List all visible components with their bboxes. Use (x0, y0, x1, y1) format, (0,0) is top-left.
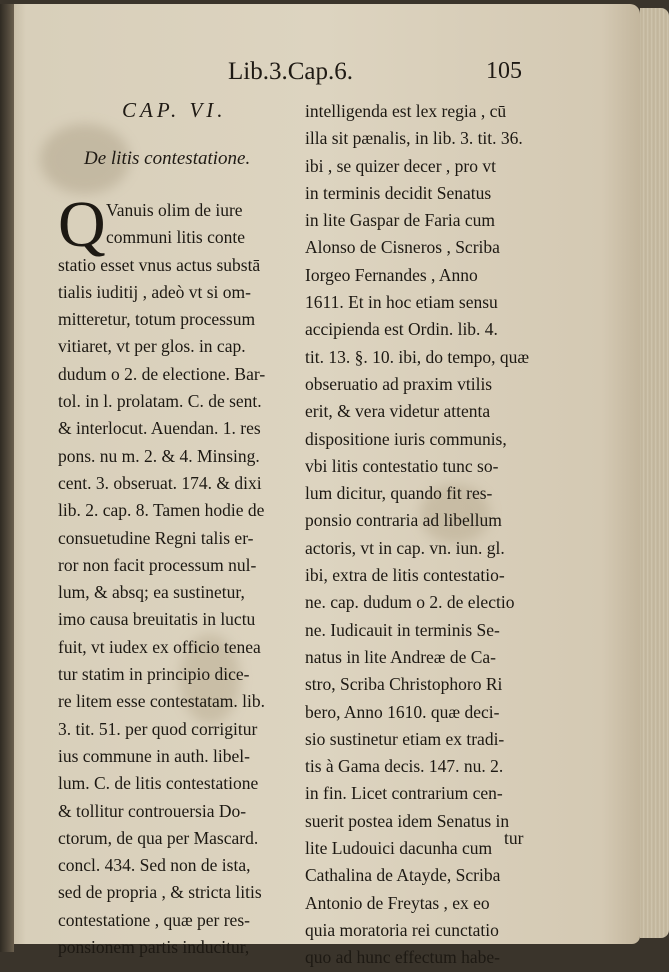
text-line: vitiaret, vt per glos. in cap. (58, 336, 246, 357)
text-line: ibi , se quizer decer , pro vt (305, 155, 496, 176)
text-line: ponsionem partis inducitur, (58, 937, 250, 958)
text-line: dispositione iuris communis, (305, 428, 507, 449)
right-text-column (305, 98, 529, 972)
text-line: actoris, vt in cap. vn. iun. gl. (305, 537, 505, 558)
text-line: cent. 3. obseruat. 174. & dixi (58, 472, 262, 493)
left-text-column (58, 197, 265, 961)
text-line: & tollitur controuersia Do- (58, 800, 247, 821)
text-line: sio sustinetur etiam ex tradi- (305, 728, 505, 749)
text-line: suerit postea idem Senatus in (305, 810, 510, 831)
text-line: mitteretur, totum processum (58, 309, 256, 330)
text-line: erit, & vera videtur attenta (305, 401, 491, 422)
text-line: ibi, extra de litis contestatio- (305, 565, 505, 586)
text-line: ctorum, de qua per Mascard. (58, 827, 259, 848)
text-line: in lite Gaspar de Faria cum (305, 210, 496, 231)
text-line: Iorgeo Fernandes , Anno (305, 264, 478, 285)
text-line: Antonio de Freytas , ex eo (305, 892, 490, 913)
text-line: tol. in l. prolatam. C. de sent. (58, 391, 262, 412)
page-edges (640, 8, 669, 938)
text-line: lum, & absq; ea sustinetur, (58, 582, 245, 603)
book-spine (0, 4, 14, 952)
text-line: & interlocut. Auendan. 1. res (58, 418, 261, 439)
text-line: consuetudine Regni talis er- (58, 527, 254, 548)
text-line: tur statim in principio dice- (58, 664, 250, 685)
text-line: lib. 2. cap. 8. Tamen hodie de (58, 500, 265, 521)
text-line: ius commune in auth. libel- (58, 745, 250, 766)
text-line: vbi litis contestatio tunc so- (305, 455, 499, 476)
text-line: ne. cap. dudum o 2. de electio (305, 592, 515, 613)
text-line: ror non facit processum nul- (58, 554, 257, 575)
text-line: ponsio contraria ad libellum (305, 510, 502, 531)
text-line: fuit, vt iudex ex officio tenea (58, 636, 261, 657)
text-line: statio esset vnus actus substā (58, 254, 261, 275)
text-line: 3. tit. 51. per quod corrigitur (58, 718, 258, 739)
text-line: communi litis conte (106, 227, 246, 248)
text-line: re litem esse contestatam. lib. (58, 691, 266, 712)
text-line: dudum o 2. de electione. Bar- (58, 363, 266, 384)
text-line: Alonso de Cisneros , Scriba (305, 237, 500, 258)
text-line: bero, Anno 1610. quæ deci- (305, 701, 500, 722)
text-line: in fin. Licet contrarium cen- (305, 783, 503, 804)
running-head: Lib.3.Cap.6. (228, 58, 353, 85)
text-line: lum dicitur, quando fit res- (305, 483, 493, 504)
drop-capital: Q (58, 188, 106, 261)
text-line: sed de propria , & stricta litis (58, 882, 262, 903)
text-line: tialis iuditij , adeò vt si om- (58, 281, 251, 302)
text-line: concl. 434. Sed non de ista, (58, 855, 251, 876)
text-line: 1611. Et in hoc etiam sensu (305, 292, 498, 313)
chapter-title: CAP. VI. (122, 98, 227, 122)
text-line: ne. Iudicauit in terminis Se- (305, 619, 500, 640)
book-page (0, 4, 640, 968)
text-line: quo ad hunc effectum habe- (305, 947, 501, 968)
text-line: intelligenda est lex regia , cū (305, 101, 507, 121)
page-number: 105 (486, 58, 522, 84)
text-line: natus in lite Andreæ de Ca- (305, 646, 497, 667)
chapter-subtitle: De litis contestatione. (84, 148, 251, 169)
text-line: imo causa breuitatis in luctu (58, 609, 256, 630)
text-line: tis à Gama decis. 147. nu. 2. (305, 756, 504, 777)
text-line: tit. 13. §. 10. ibi, do tempo, quæ (305, 346, 530, 367)
text-line: pons. nu m. 2. & 4. Minsing. (58, 445, 260, 466)
text-line: Cathalina de Atayde, Scriba (305, 865, 501, 886)
text-line: obseruatio ad praxim vtilis (305, 373, 493, 394)
text-line: in terminis decidit Senatus (305, 182, 492, 203)
text-line: stro, Scriba Christophoro Ri (305, 674, 503, 695)
text-line: Vanuis olim de iure (106, 200, 243, 220)
text-line: quia moratoria rei cunctatio (305, 919, 499, 940)
text-line: lum. C. de litis contestatione (58, 773, 259, 794)
text-line: accipienda est Ordin. lib. 4. (305, 319, 498, 340)
catchword: tur (504, 828, 524, 848)
text-line: illa sit pænalis, in lib. 3. tit. 36. (305, 128, 523, 149)
text-line: lite Ludouici dacunha cum (305, 838, 493, 859)
text-line: contestatione , quæ per res- (58, 909, 250, 930)
